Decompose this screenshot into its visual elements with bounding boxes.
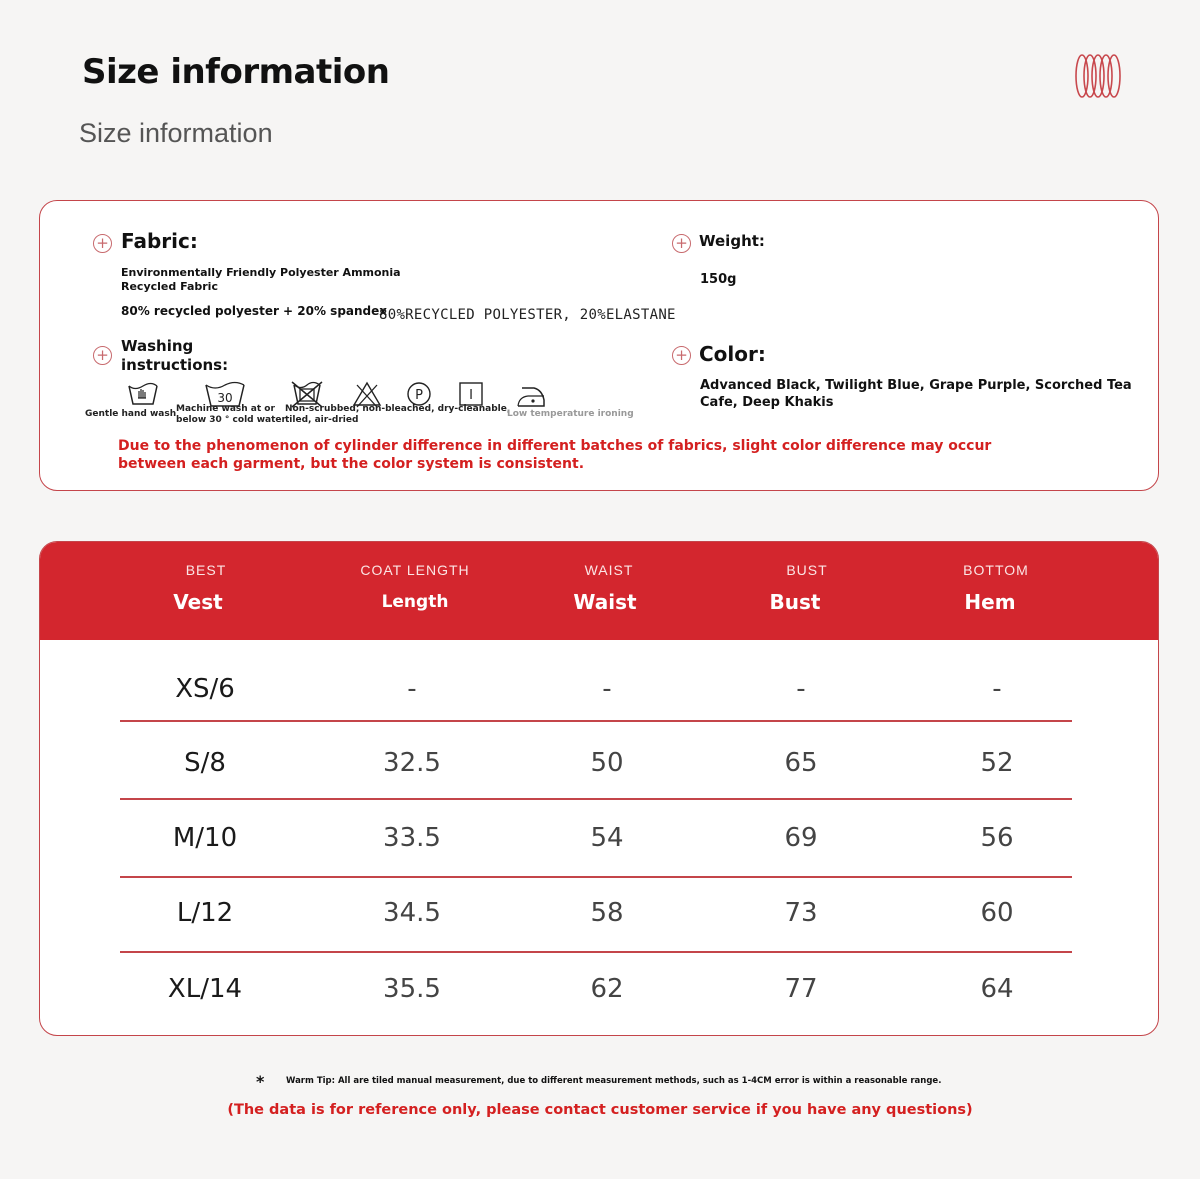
color-difference-note-1: Due to the phenomenon of cylinder difference in different batches of fabrics, slight color difference may occur	[118, 438, 992, 454]
plus-icon: +	[672, 346, 691, 365]
row-divider	[120, 798, 1072, 800]
column-header-label: Length	[381, 592, 449, 612]
hem-cell: 64	[980, 974, 1014, 1004]
bust-cell: 69	[784, 823, 818, 853]
page-title: Size information	[82, 52, 390, 92]
color-difference-note	[118, 437, 998, 473]
washing-label-line2: instructions:	[121, 356, 229, 374]
column-header-en: BOTTOM	[963, 562, 1029, 578]
machine-wash-caption-1: Machine wash at or	[176, 404, 275, 414]
table-row	[40, 652, 1158, 727]
bust-cell: -	[796, 674, 806, 704]
plus-icon: +	[672, 234, 691, 253]
column-header-en: COAT LENGTH	[360, 562, 470, 578]
washing-label-line1: Washing	[121, 337, 194, 355]
tip-star: *	[256, 1072, 265, 1091]
machine-wash-caption-2: below 30 ° cold water	[176, 415, 286, 425]
fabric-composition: 80% recycled polyester + 20% spandex	[121, 304, 388, 318]
column-header-label: Hem	[964, 590, 1016, 614]
size-cell: M/10	[172, 823, 238, 853]
size-cell: L/12	[176, 898, 234, 928]
hem-cell: 56	[980, 823, 1014, 853]
hem-cell: 60	[980, 898, 1014, 928]
size-table	[39, 541, 1159, 1036]
table-row	[40, 726, 1158, 801]
care-caption	[285, 404, 510, 426]
weight-label: Weight:	[699, 232, 765, 250]
column-header-en: WAIST	[584, 562, 634, 578]
hem-cell: -	[992, 674, 1002, 704]
weight-value: 150g	[700, 272, 737, 287]
line-dry-letter: I	[469, 388, 473, 403]
care-caption-2: tiled, air-dried	[285, 415, 359, 425]
length-cell: 34.5	[383, 898, 441, 928]
color-difference-note-2: between each garment, but the color system is consistent.	[118, 456, 585, 472]
waist-cell: 54	[590, 823, 624, 853]
length-cell: 33.5	[383, 823, 441, 853]
size-cell: XL/14	[167, 974, 243, 1004]
bust-cell: 65	[784, 748, 818, 778]
waist-cell: 62	[590, 974, 624, 1004]
iron-low-icon	[514, 382, 548, 410]
color-list-1: Advanced Black, Twilight Blue, Grape Purple, Scorched Tea	[700, 378, 1132, 393]
measurement-tip: Warm Tip: All are tiled manual measurement, due to different measurement methods, such as 1-4CM error is within a reasonable range.	[286, 1076, 942, 1086]
plus-icon: +	[93, 234, 112, 253]
size-table-header	[40, 542, 1158, 640]
column-header-label: Vest	[173, 590, 223, 614]
hand-wash-caption: Gentle hand wash	[85, 409, 177, 419]
machine-wash-caption	[176, 404, 286, 426]
table-row	[40, 952, 1158, 1027]
hem-cell: 52	[980, 748, 1014, 778]
table-row	[40, 876, 1158, 951]
fabric-composition-en: 80%RECYCLED POLYESTER, 20%ELASTANE	[379, 307, 676, 323]
table-row	[40, 801, 1158, 876]
row-divider	[120, 720, 1072, 722]
plus-icon: +	[93, 346, 112, 365]
wash-temperature-text: 30	[217, 391, 233, 405]
product-info-card	[39, 200, 1159, 491]
color-label: Color:	[699, 342, 766, 366]
waist-cell: -	[602, 674, 612, 704]
page-subtitle: Size information	[79, 118, 273, 148]
bust-cell: 77	[784, 974, 818, 1004]
washing-label	[121, 337, 228, 375]
waist-cell: 58	[590, 898, 624, 928]
fabric-description-1: Environmentally Friendly Polyester Ammonia	[121, 266, 401, 279]
length-cell: 35.5	[383, 974, 441, 1004]
size-cell: XS/6	[175, 674, 235, 704]
iron-caption: Low temperature ironing	[507, 409, 634, 419]
length-cell: 32.5	[383, 748, 441, 778]
column-header-label: Bust	[769, 590, 821, 614]
care-caption-1: Non-scrubbed, non-bleached, dry-cleanable,	[285, 404, 511, 414]
fabric-description-2: Recycled Fabric	[121, 280, 218, 293]
column-header-en: BEST	[185, 562, 227, 578]
waist-cell: 50	[590, 748, 624, 778]
column-header-label: Waist	[573, 590, 637, 614]
rings-icon	[1072, 52, 1124, 100]
dry-clean-letter: P	[415, 388, 423, 403]
fabric-label: Fabric:	[121, 229, 198, 253]
hand-wash-icon	[126, 380, 160, 408]
length-cell: -	[407, 674, 417, 704]
column-header-en: BUST	[786, 562, 828, 578]
color-list-2: Cafe, Deep Khakis	[700, 395, 834, 410]
bust-cell: 73	[784, 898, 818, 928]
size-cell: S/8	[184, 748, 226, 778]
reference-disclaimer: (The data is for reference only, please contact customer service if you have any questions)	[227, 1102, 973, 1118]
